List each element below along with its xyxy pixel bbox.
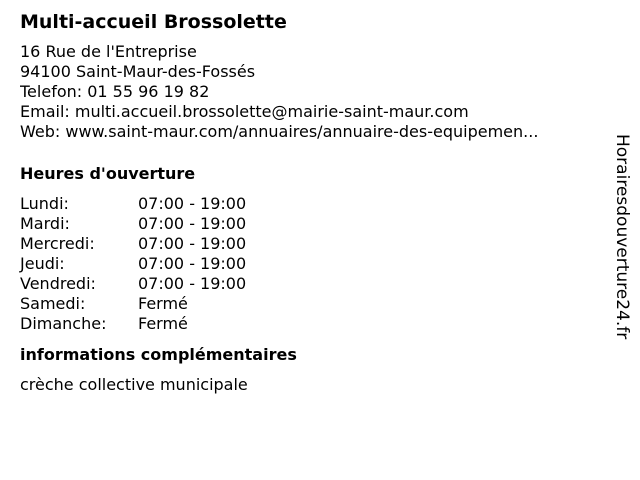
time-value: 07:00 - 19:00 [138,194,247,213]
time-value: 07:00 - 19:00 [138,234,247,253]
info-text: crèche collective municipale [20,375,248,394]
page-title: Multi-accueil Brossolette [20,11,287,33]
place-card [20,10,600,395]
hours-row-friday [20,274,600,294]
address-city: 94100 Saint-Maur-des-Fossés [20,62,256,81]
day-label: Mardi: [20,214,70,233]
day-label: Jeudi: [20,254,65,273]
hours-row-wednesday [20,234,600,254]
time-value: 07:00 - 19:00 [138,254,247,273]
phone-line[interactable]: Telefon: 01 55 96 19 82 [20,82,210,101]
time-value: Fermé [138,314,188,333]
hours-row-thursday [20,254,600,274]
time-value: Fermé [138,294,188,313]
hours-row-sunday [20,314,600,334]
hours-row-saturday [20,294,600,314]
day-label: Vendredi: [20,274,96,293]
hours-row-monday [20,194,600,214]
web-line[interactable]: Web: www.saint-maur.com/annuaires/annuaire-des-equipemen... [20,122,539,141]
hours-table [20,194,600,334]
time-value: 07:00 - 19:00 [138,274,247,293]
info-heading: informations complémentaires [20,345,297,364]
address-street: 16 Rue de l'Entreprise [20,42,197,61]
hours-row-tuesday [20,214,600,234]
site-brand-label: Horairesdouverture24.fr [612,134,632,340]
email-line[interactable]: Email: multi.accueil.brossolette@mairie-saint-maur.com [20,102,469,121]
day-label: Dimanche: [20,314,107,333]
time-value: 07:00 - 19:00 [138,214,247,233]
day-label: Mercredi: [20,234,95,253]
day-label: Samedi: [20,294,86,313]
day-label: Lundi: [20,194,69,213]
hours-heading: Heures d'ouverture [20,164,196,183]
